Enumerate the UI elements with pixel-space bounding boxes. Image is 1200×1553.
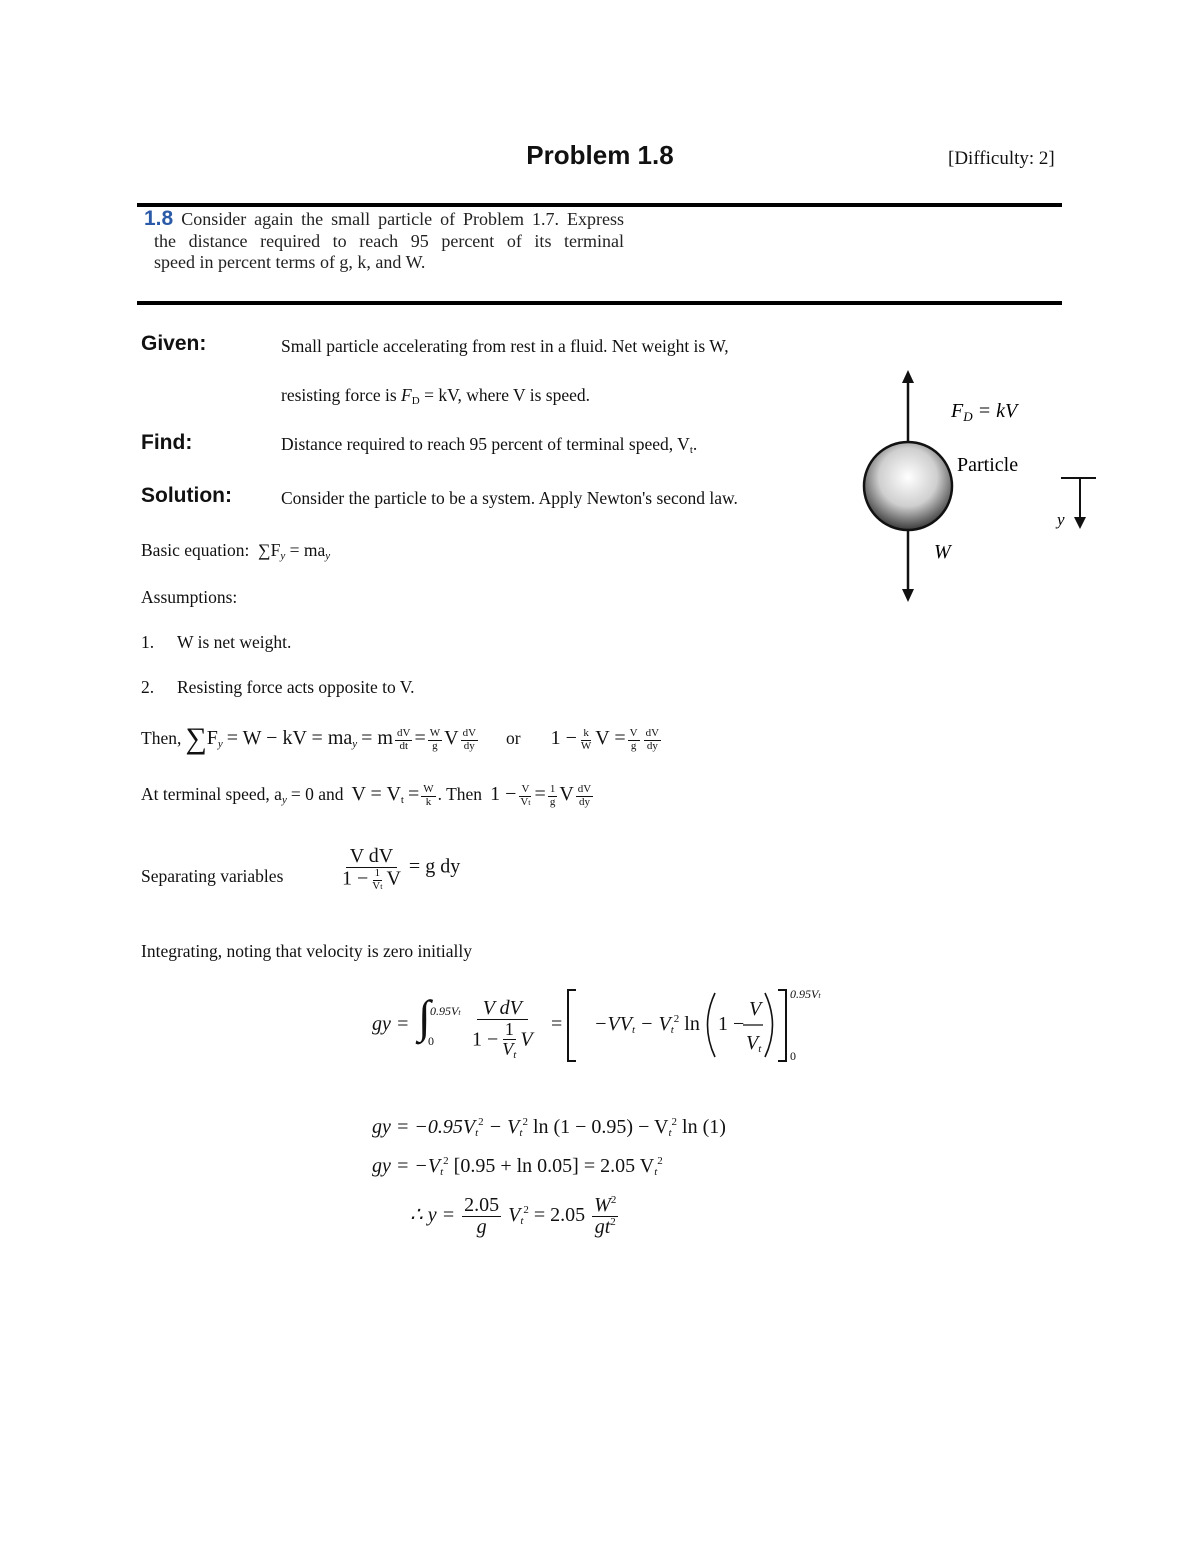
bracket-upper-text: 0.95V xyxy=(790,987,819,1001)
separating-equation xyxy=(338,846,460,892)
result-sup: 2 xyxy=(523,1204,529,1217)
equation-part: = xyxy=(414,727,426,749)
integral-upper-sub: t xyxy=(458,1008,461,1017)
bracket-content xyxy=(594,1013,700,1036)
integral-equals: = xyxy=(551,1013,563,1035)
inner-num: V xyxy=(749,998,762,1020)
fraction-den xyxy=(340,868,403,892)
fraction-num: dV xyxy=(462,727,477,740)
den-part: V xyxy=(520,1028,533,1051)
basic-equation-lhs-sub: y xyxy=(280,550,286,562)
bottom-rule xyxy=(137,301,1062,305)
y-axis-label: y xyxy=(1057,510,1065,529)
fraction-num: W xyxy=(594,1194,611,1216)
statement-line-2: the distance required to reach 95 percent of its terminal xyxy=(154,230,624,251)
fraction-den: V xyxy=(372,879,381,892)
bracket-sub: t xyxy=(670,1024,674,1036)
integral-sign: ∫ xyxy=(418,991,431,1042)
difficulty-label: [Difficulty: 2] xyxy=(948,148,1055,169)
drag-force-symbol: F xyxy=(951,400,964,422)
fraction xyxy=(461,728,478,752)
fraction-num: V xyxy=(629,727,638,740)
terminal-speed-equation xyxy=(141,783,595,808)
fraction-num: 1 xyxy=(549,783,556,796)
fraction-num: k xyxy=(583,727,589,740)
fraction-den: V xyxy=(502,1038,514,1059)
equation-part: 1 − xyxy=(490,783,517,805)
fraction-den: g xyxy=(630,739,637,752)
result-sub: t xyxy=(519,1127,523,1139)
problem-number: 1.8 xyxy=(144,207,174,230)
fraction-den: dt xyxy=(399,739,408,752)
assumption-text: W is net weight. xyxy=(177,632,292,652)
bracket-term: − V xyxy=(640,1013,671,1035)
fraction xyxy=(470,998,535,1061)
fraction xyxy=(592,1195,618,1238)
equation-part: V = xyxy=(595,727,626,749)
fraction-num: W xyxy=(429,727,441,740)
accel-subscript: y xyxy=(352,738,358,750)
result-sub: t xyxy=(654,1166,658,1178)
terminal-text: = 0 and xyxy=(290,784,344,804)
fraction-num: V xyxy=(521,783,530,796)
fraction-den: dy xyxy=(646,739,658,752)
result-term: = 2.05 xyxy=(533,1204,586,1227)
fraction-num: 2.05 xyxy=(464,1194,500,1216)
page-title: Problem 1.8 xyxy=(526,140,674,170)
fraction-num: 1 xyxy=(504,1019,514,1039)
fraction-num-sup: 2 xyxy=(610,1194,617,1206)
result-term: ln (1 − 0.95) − V xyxy=(527,1116,669,1138)
right-paren xyxy=(765,993,773,1057)
integrating-label: Integrating, noting that velocity is zero initially xyxy=(141,941,472,961)
result-term: gy = −V xyxy=(372,1155,441,1177)
separating-label: Separating variables xyxy=(141,866,284,886)
equation-part: V xyxy=(444,727,459,749)
fraction-num: V dV xyxy=(346,846,398,868)
fraction-den-sub: t xyxy=(513,1048,517,1061)
result-sup: 2 xyxy=(478,1116,484,1128)
fraction xyxy=(370,868,384,892)
result-sup: 2 xyxy=(443,1155,449,1167)
equation-part: V = V xyxy=(351,783,401,805)
right-bracket xyxy=(778,990,786,1061)
newton-equation xyxy=(141,722,663,756)
solution-text: Consider the particle to be a system. Apply Newton's second law. xyxy=(281,488,738,508)
result-sup: 2 xyxy=(657,1155,663,1167)
integral-upper xyxy=(430,1004,461,1019)
given-line-2-pre: resisting force is xyxy=(281,385,397,405)
fraction-num: W xyxy=(423,783,434,796)
left-bracket xyxy=(568,990,576,1061)
integral-lhs: gy = xyxy=(372,1013,410,1035)
equation-part: = m xyxy=(361,727,393,749)
terminal-v-subscript: t xyxy=(400,794,404,806)
basic-equation-rhs: = ma xyxy=(289,540,326,560)
result-term: [0.95 + ln 0.05] = 2.05 V xyxy=(448,1155,655,1177)
fraction xyxy=(644,728,661,752)
result-sup: 2 xyxy=(522,1116,528,1128)
equation-part: = xyxy=(407,783,420,805)
particle-label: Particle xyxy=(957,454,1019,476)
den-part: 1 − xyxy=(472,1028,499,1051)
result-term: gy = −0.95V xyxy=(372,1116,476,1138)
drag-force-label xyxy=(950,400,1020,424)
assumption-number: 1. xyxy=(141,632,155,652)
fraction-den: dy xyxy=(578,795,590,808)
fraction-num: dV xyxy=(645,727,660,740)
sum-symbol: ∑ xyxy=(185,722,207,755)
fraction xyxy=(500,1020,518,1061)
fraction-den: k xyxy=(425,795,432,808)
fraction xyxy=(340,846,403,892)
then-label: Then, xyxy=(141,728,182,748)
fraction xyxy=(395,728,412,752)
fraction-den: g xyxy=(549,795,556,808)
bracket-upper-limit xyxy=(790,987,821,1002)
equation-part: = W − kV = ma xyxy=(226,727,353,749)
integral-fraction xyxy=(468,998,537,1061)
bracket-sub: t xyxy=(631,1024,635,1036)
result-line-2 xyxy=(372,1155,663,1178)
assumption-item xyxy=(141,632,292,653)
fraction-den-sub: t xyxy=(380,881,383,891)
find-text xyxy=(281,434,697,456)
statement-line-1: Consider again the small particle of Problem 1.7. Express xyxy=(181,209,625,229)
given-line-2-post: = kV, where V is speed. xyxy=(424,385,590,405)
drag-force-rhs: = kV xyxy=(972,400,1018,422)
result-line-1 xyxy=(372,1116,726,1139)
result-term: ln (1) xyxy=(677,1116,726,1138)
free-body-diagram xyxy=(850,365,1110,610)
y-axis-arrow-head xyxy=(1074,517,1086,529)
ln-label: ln xyxy=(684,1013,700,1035)
basic-equation xyxy=(141,540,330,562)
result-sub: t xyxy=(520,1215,524,1228)
basic-equation-label: Basic equation: xyxy=(141,540,250,560)
drag-subscript: D xyxy=(411,395,420,407)
inner-den-sub: t xyxy=(758,1043,762,1055)
bracket-sup: 2 xyxy=(673,1013,680,1025)
den-part: 1 − xyxy=(342,867,369,890)
weight-label: W xyxy=(934,541,951,563)
fraction xyxy=(428,728,442,752)
drag-arrow-head xyxy=(902,370,914,383)
drag-symbol: F xyxy=(401,385,412,405)
integral-upper-text: 0.95V xyxy=(430,1004,459,1018)
assumption-number: 2. xyxy=(141,677,155,697)
fraction-den-sub: t xyxy=(528,797,531,807)
result-line-3 xyxy=(410,1195,620,1238)
equation-part: = xyxy=(534,783,546,805)
assumption-text: Resisting force acts opposite to V. xyxy=(177,677,415,697)
problem-statement xyxy=(144,207,625,274)
find-text-end: . xyxy=(692,434,698,454)
fraction-den: g xyxy=(476,1216,487,1238)
find-subscript: t xyxy=(689,444,693,456)
result-sup: 2 xyxy=(671,1116,678,1128)
result-term: ∴ y = xyxy=(410,1204,456,1227)
terminal-text: At terminal speed, a xyxy=(141,784,282,804)
result-sub: t xyxy=(475,1127,479,1139)
fraction xyxy=(628,728,640,752)
inner-one: 1 − xyxy=(718,1013,745,1035)
equation-part: V xyxy=(559,783,574,805)
equation-part: = g dy xyxy=(408,855,461,878)
inner-den-text: V xyxy=(746,1032,759,1054)
result-sub: t xyxy=(440,1166,444,1178)
fraction-num: 1 xyxy=(374,867,381,879)
assumptions-label: Assumptions: xyxy=(141,587,238,607)
bracket-upper-sub: t xyxy=(818,991,821,1000)
fraction-num: dV xyxy=(397,727,411,740)
force-subscript: y xyxy=(217,738,223,750)
fraction-den: dy xyxy=(463,739,475,752)
weight-arrow-head xyxy=(902,589,914,602)
given-line-1: Small particle accelerating from rest in a fluid. Net weight is W, xyxy=(281,336,729,356)
drag-force-sub: D xyxy=(963,409,973,424)
fraction-den xyxy=(470,1020,535,1061)
result-term: − V xyxy=(483,1116,520,1138)
find-text-main: Distance required to reach 95 percent of terminal speed, V xyxy=(281,434,690,454)
left-paren xyxy=(708,993,716,1057)
inner-den xyxy=(746,1032,761,1055)
given-line-2 xyxy=(281,385,590,407)
terminal-subscript: y xyxy=(281,794,287,806)
terminal-then: . Then xyxy=(437,784,483,804)
den-part: V xyxy=(386,867,401,890)
fraction xyxy=(518,784,532,808)
fraction-num: dV xyxy=(577,783,592,796)
fraction-den-sup: 2 xyxy=(610,1216,616,1228)
fraction xyxy=(576,784,593,808)
equation-part: 1 − xyxy=(550,727,577,749)
fraction-den: W xyxy=(580,739,592,752)
integral-lower: 0 xyxy=(428,1034,434,1048)
bracket-lower-limit: 0 xyxy=(790,1049,796,1063)
given-label: Given: xyxy=(141,332,207,355)
statement-line-3: speed in percent terms of g, k, and W. xyxy=(154,252,426,272)
basic-equation-rhs-sub: y xyxy=(325,550,331,562)
fraction-den: gt xyxy=(594,1216,611,1238)
assumption-item xyxy=(141,677,415,698)
fraction xyxy=(421,784,435,808)
force-symbol: F xyxy=(206,727,218,749)
or-label: or xyxy=(506,728,521,748)
find-label: Find: xyxy=(141,431,193,454)
fraction-den: g xyxy=(432,739,438,752)
particle-circle xyxy=(864,442,952,530)
result-sub: t xyxy=(668,1127,672,1139)
result-term: V xyxy=(508,1204,521,1227)
fraction xyxy=(548,784,558,808)
solution-label: Solution: xyxy=(141,484,232,507)
fraction xyxy=(462,1195,501,1238)
fraction-den: V xyxy=(520,795,529,808)
bracket-term: −VV xyxy=(594,1013,632,1035)
fraction xyxy=(579,728,593,752)
fraction-num: V dV xyxy=(477,998,528,1020)
top-rule xyxy=(137,203,1062,207)
basic-equation-lhs: ∑F xyxy=(258,540,281,560)
